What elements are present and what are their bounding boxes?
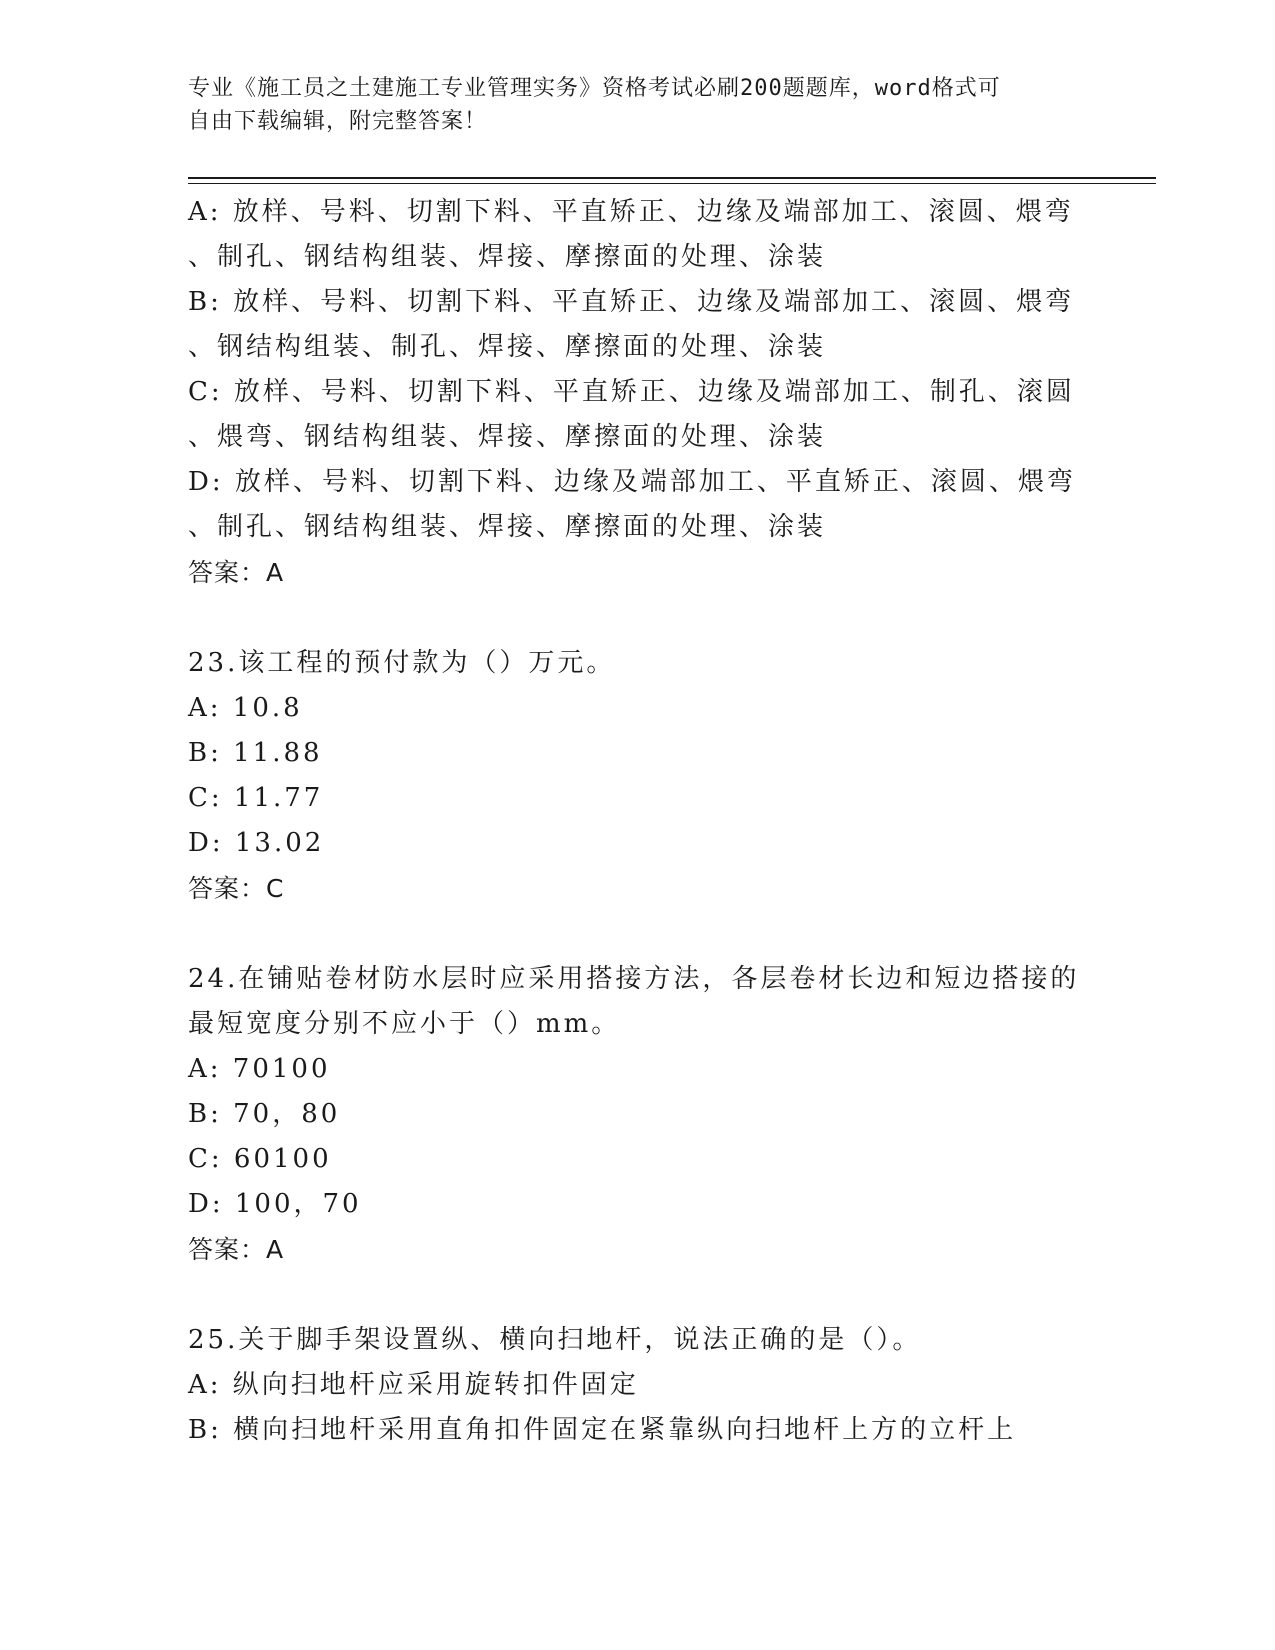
question-spacer	[188, 911, 1108, 957]
question-spacer	[188, 1272, 1108, 1318]
question-list	[188, 190, 1108, 1453]
header-rule-thick	[188, 177, 1156, 179]
option-a-line-1: A: 放样、号料、切割下料、平直矫正、边缘及端部加工、滚圆、煨弯	[188, 197, 1074, 227]
question-stem: 23.该工程的预付款为（）万元。	[188, 648, 616, 678]
option-b: B: 横向扫地杆采用直角扣件固定在紧靠纵向扫地杆上方的立杆上	[188, 1415, 1017, 1445]
option-d: D: 100，70	[188, 1189, 362, 1219]
question-25	[188, 1318, 1108, 1453]
answer-line: 答案：C	[188, 874, 285, 903]
option-c-line-1: C: 放样、号料、切割下料、平直矫正、边缘及端部加工、制孔、滚圆	[188, 377, 1075, 407]
option-d-line-1: D: 放样、号料、切割下料、边缘及端部加工、平直矫正、滚圆、煨弯	[188, 467, 1076, 497]
answer-line: 答案：A	[188, 558, 285, 587]
option-c: C: 11.77	[188, 783, 324, 813]
option-a: A: 70100	[188, 1054, 331, 1084]
question-22	[188, 190, 1108, 595]
option-a: A: 纵向扫地杆应采用旋转扣件固定	[188, 1370, 639, 1400]
header-title-line-2: 自由下载编辑，附完整答案！	[188, 109, 488, 134]
option-b-line-2: 、钢结构组装、制孔、焊接、摩擦面的处理、涂装	[188, 332, 827, 362]
question-stem-line-2: 最短宽度分别不应小于（）mm。	[188, 1009, 621, 1039]
option-d: D: 13.02	[188, 828, 325, 858]
option-b: B: 70，80	[188, 1099, 341, 1129]
question-23	[188, 641, 1108, 911]
question-stem: 25.关于脚手架设置纵、横向扫地杆，说法正确的是（）。	[188, 1325, 922, 1355]
question-stem-line-1: 24.在铺贴卷材防水层时应采用搭接方法，各层卷材长边和短边搭接的	[188, 964, 1080, 994]
option-d-line-2: 、制孔、钢结构组装、焊接、摩擦面的处理、涂装	[188, 512, 827, 542]
question-spacer	[188, 595, 1108, 641]
option-b-line-1: B: 放样、号料、切割下料、平直矫正、边缘及端部加工、滚圆、煨弯	[188, 287, 1075, 317]
answer-line: 答案：A	[188, 1235, 285, 1264]
header-rule-thin	[188, 183, 1156, 184]
option-b: B: 11.88	[188, 738, 323, 768]
question-24	[188, 957, 1108, 1272]
document-header	[188, 72, 1088, 138]
option-a-line-2: 、制孔、钢结构组装、焊接、摩擦面的处理、涂装	[188, 242, 827, 272]
option-c: C: 60100	[188, 1144, 332, 1174]
option-c-line-2: 、煨弯、钢结构组装、焊接、摩擦面的处理、涂装	[188, 422, 827, 452]
option-a: A: 10.8	[188, 693, 303, 723]
header-title-line-1: 专业《施工员之土建施工专业管理实务》资格考试必刷200题题库，word格式可	[188, 76, 1001, 101]
